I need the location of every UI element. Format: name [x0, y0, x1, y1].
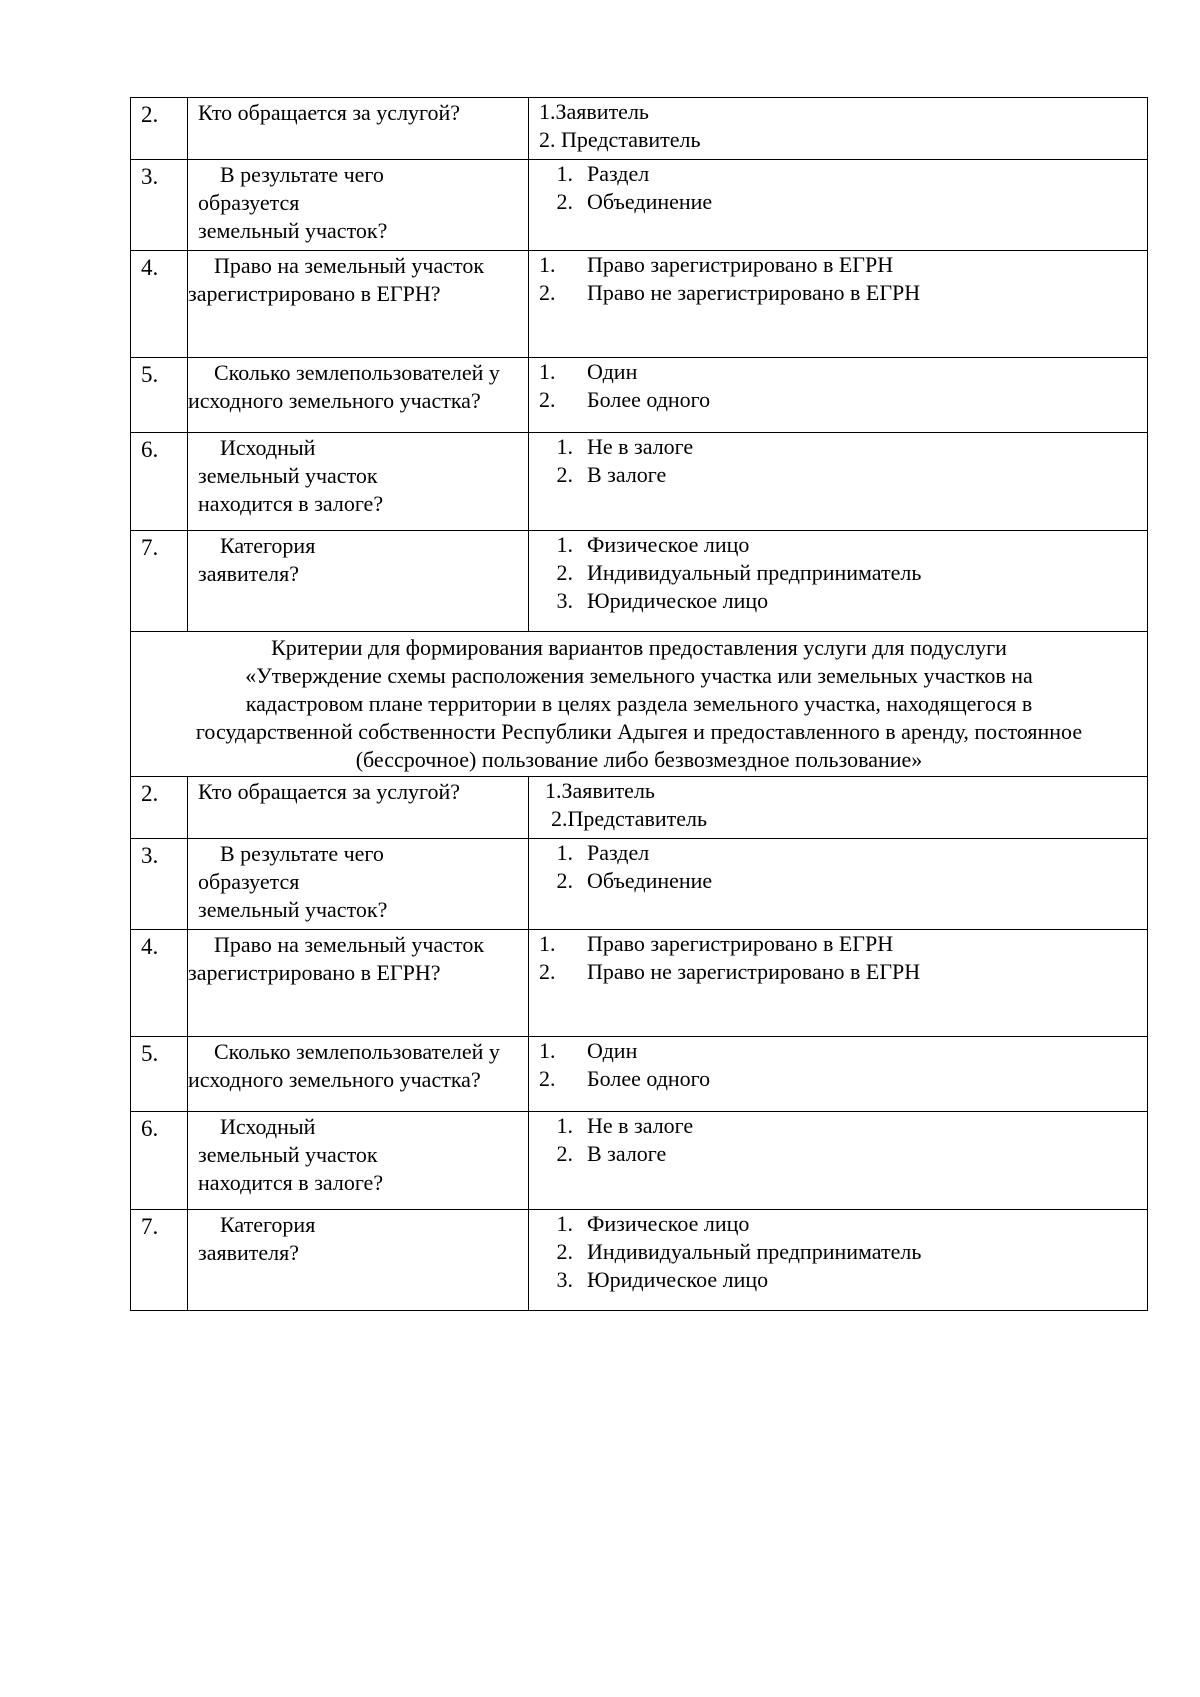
criterion-question [188, 839, 529, 930]
header-line: (бессрочное) пользование либо безвозмездное пользование» [355, 747, 923, 772]
row-number: 3. [131, 839, 188, 930]
option-text: Юридическое лицо [587, 1267, 769, 1292]
option-text: В залоге [587, 462, 667, 487]
option-text: Один [587, 1038, 638, 1063]
criterion-options [529, 1112, 1148, 1210]
option-text: Физическое лицо [587, 532, 750, 557]
option-item [539, 867, 1147, 895]
question-line: Исходный [220, 1114, 316, 1139]
option-item [539, 251, 1147, 279]
option-text: Объединение [587, 868, 713, 893]
option-item [539, 386, 1147, 414]
option-text: Не в залоге [587, 434, 694, 459]
criterion-options [529, 777, 1148, 839]
table-row [131, 1112, 1148, 1210]
option-text: Раздел [587, 161, 650, 186]
question-line: Право на земельный участок [214, 932, 485, 957]
row-number: 2. [131, 777, 188, 839]
table-row [131, 358, 1148, 433]
option-text: В залоге [587, 1141, 667, 1166]
option-number: 2. [556, 462, 573, 487]
option-number: 1. [556, 1211, 573, 1236]
header-line: Критерии для формирования вариантов предоставления услуги для подуслуги [271, 635, 1007, 660]
criterion-question [188, 160, 529, 251]
option-text: Более одного [587, 387, 711, 412]
option-item [539, 1266, 1147, 1294]
criterion-question [188, 1112, 529, 1210]
question-line: Категория [220, 533, 316, 558]
header-line: государственной собственности Республики Адыгея и предоставленного в аренду, постоянное [195, 719, 1083, 744]
subservice-header [131, 632, 1148, 777]
question-line: заявителя? [198, 1240, 299, 1265]
option-item [539, 1140, 1147, 1168]
question-line: земельный участок [198, 463, 378, 488]
question-line: исходного земельного участка? [188, 388, 481, 413]
table-row [131, 433, 1148, 531]
question-line: зарегистрировано в ЕГРН? [188, 960, 441, 985]
option-text: Не в залоге [587, 1113, 694, 1138]
subservice-header-row [131, 632, 1148, 777]
criterion-question [188, 1210, 529, 1311]
criterion-options [529, 1210, 1148, 1311]
option-text: Право не зарегистрировано в ЕГРН [587, 280, 921, 305]
option-number: 2. [556, 189, 573, 214]
option-text: Более одного [587, 1066, 711, 1091]
row-number: 7. [131, 1210, 188, 1311]
criterion-question [188, 1037, 529, 1112]
option-number: 2. [539, 387, 556, 412]
option-item [539, 358, 1147, 386]
option-number: 1. [539, 359, 556, 384]
question-line: находится в залоге? [198, 1170, 384, 1195]
option-number: 2. [556, 1141, 573, 1166]
option-item [539, 1238, 1147, 1266]
criterion-options [529, 358, 1148, 433]
question-line: Исходный [220, 435, 316, 460]
question-line: заявителя? [198, 561, 299, 586]
option-line: 2.Представитель [551, 806, 708, 831]
option-number: 1. [556, 161, 573, 186]
option-item [539, 433, 1147, 461]
option-number: 1. [539, 252, 556, 277]
table-row [131, 251, 1148, 358]
option-number: 1. [556, 1113, 573, 1138]
criterion-options [529, 433, 1148, 531]
row-number: 6. [131, 1112, 188, 1210]
option-number: 1. [539, 931, 556, 956]
option-item [539, 1112, 1147, 1140]
option-number: 2. [556, 560, 573, 585]
option-text: Физическое лицо [587, 1211, 750, 1236]
option-text: Право зарегистрировано в ЕГРН [587, 931, 894, 956]
question-line: В результате чего [220, 841, 384, 866]
option-line: 1.Заявитель [545, 778, 655, 803]
option-item [539, 839, 1147, 867]
option-text: Раздел [587, 840, 650, 865]
option-number: 1. [556, 840, 573, 865]
criterion-options [529, 160, 1148, 251]
table-row [131, 160, 1148, 251]
option-number: 3. [556, 588, 573, 613]
row-number: 4. [131, 930, 188, 1037]
table-row [131, 839, 1148, 930]
option-line: 1.Заявитель [539, 99, 649, 124]
option-text: Индивидуальный предприниматель [587, 1239, 922, 1264]
option-number: 2. [556, 868, 573, 893]
criterion-question [188, 777, 529, 839]
question-line: Право на земельный участок [214, 253, 485, 278]
criterion-question [188, 433, 529, 531]
option-item [539, 587, 1147, 615]
row-number: 2. [131, 98, 188, 160]
criterion-question [188, 251, 529, 358]
option-text: Объединение [587, 189, 713, 214]
option-item [539, 1210, 1147, 1238]
question-line: находится в залоге? [198, 491, 384, 516]
option-number: 2. [539, 280, 556, 305]
option-text: Юридическое лицо [587, 588, 769, 613]
question-line: земельный участок? [198, 218, 388, 243]
question-line: зарегистрировано в ЕГРН? [188, 281, 441, 306]
row-number: 5. [131, 358, 188, 433]
option-item [539, 188, 1147, 216]
row-number: 3. [131, 160, 188, 251]
criterion-question [188, 358, 529, 433]
option-item [539, 160, 1147, 188]
table-row [131, 98, 1148, 160]
table-row [131, 777, 1148, 839]
criteria-table-body [131, 98, 1148, 1311]
option-number: 2. [556, 1239, 573, 1264]
criterion-options [529, 98, 1148, 160]
question-line: земельный участок [198, 1142, 378, 1167]
option-text: Право зарегистрировано в ЕГРН [587, 252, 894, 277]
question-line: Кто обращается за услугой? [198, 100, 461, 125]
option-item [539, 559, 1147, 587]
criterion-options [529, 251, 1148, 358]
question-line: образуется [198, 190, 300, 215]
option-text: Право не зарегистрировано в ЕГРН [587, 959, 921, 984]
option-text: Индивидуальный предприниматель [587, 560, 922, 585]
criterion-question [188, 531, 529, 632]
option-item [539, 930, 1147, 958]
document-page [130, 97, 1147, 1311]
option-item [539, 461, 1147, 489]
table-row [131, 930, 1148, 1037]
question-line: образуется [198, 869, 300, 894]
question-line: Сколько землепользователей у [214, 360, 500, 385]
table-row [131, 531, 1148, 632]
row-number: 4. [131, 251, 188, 358]
option-number: 1. [539, 1038, 556, 1063]
question-line: Сколько землепользователей у [214, 1039, 500, 1064]
option-item [539, 1037, 1147, 1065]
row-number: 7. [131, 531, 188, 632]
criterion-options [529, 1037, 1148, 1112]
option-item [539, 958, 1147, 986]
option-item [539, 1065, 1147, 1093]
question-line: В результате чего [220, 162, 384, 187]
header-line: «Утверждение схемы расположения земельного участка или земельных участков на [245, 663, 1033, 688]
option-item [539, 279, 1147, 307]
question-line: Категория [220, 1212, 316, 1237]
option-number: 2. [539, 1066, 556, 1091]
option-text: Один [587, 359, 638, 384]
question-line: исходного земельного участка? [188, 1067, 481, 1092]
option-item [539, 531, 1147, 559]
header-line: кадастровом плане территории в целях раздела земельного участка, находящегося в [245, 691, 1033, 716]
criterion-options [529, 930, 1148, 1037]
criterion-question [188, 930, 529, 1037]
criteria-table [130, 97, 1148, 1311]
option-number: 1. [556, 532, 573, 557]
option-line: 2. Представитель [539, 127, 701, 152]
row-number: 6. [131, 433, 188, 531]
question-line: земельный участок? [198, 897, 388, 922]
question-line: Кто обращается за услугой? [198, 779, 461, 804]
table-row [131, 1210, 1148, 1311]
criterion-options [529, 531, 1148, 632]
option-number: 2. [539, 959, 556, 984]
criterion-options [529, 839, 1148, 930]
table-row [131, 1037, 1148, 1112]
option-number: 3. [556, 1267, 573, 1292]
criterion-question [188, 98, 529, 160]
option-number: 1. [556, 434, 573, 459]
row-number: 5. [131, 1037, 188, 1112]
